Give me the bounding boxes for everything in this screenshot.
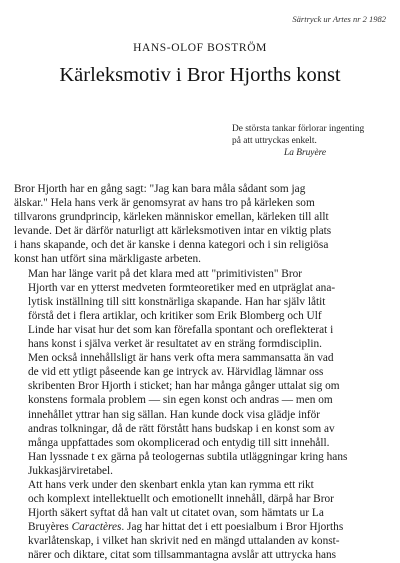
text-line: Linde har visat hur det som kan förefalla spontant och oreflekterat i [28, 323, 334, 336]
text-line: Bror Hjorth har en gång sagt: "Jag kan bara måla sådant som jag [14, 183, 306, 195]
paragraph-4 [14, 478, 390, 563]
text-line: de vid ett ytligt påseende kan ge intryck av. Härvidlag lämnar oss [28, 366, 324, 379]
offprint-note: Särtryck ur Artes nr 2 1982 [292, 14, 386, 24]
paragraph-2 [14, 267, 390, 352]
text-line: konstens formala problem — sin egen konst och andras — men om [28, 394, 333, 407]
text-line: Men också innehållsligt är hans verk ofta mera sammansatta än vad [28, 352, 334, 365]
article-body [14, 182, 390, 563]
text-line: förstå det i flera artiklar, och kritiker som Erik Blomberg och Ulf [28, 309, 322, 322]
text-line: tillvarons grundprincip, kärleken människor emellan, kärleken till allt [14, 211, 329, 224]
text-line: i hans skapande, och det är kanske i denna kategori och i sin religiösa [14, 239, 329, 252]
paragraph-1 [14, 182, 390, 267]
epigraph-source: La Bruyère [284, 148, 327, 159]
text-line: Hjorth var en ytterst medveten formteoretiker med en utpräglat ana- [28, 281, 336, 294]
text-line: levande. Det är därför naturligt att kärleksmotiven intar en viktig plats [14, 225, 332, 238]
book-title: Caractères [71, 521, 122, 534]
article-title: Kärleksmotiv i Bror Hjorths konst [59, 64, 341, 86]
epigraph-line: De största tankar förlorar ingenting [232, 124, 365, 134]
epigraph [232, 123, 392, 160]
text-line: Hjorth säkert syftat då han valt ut citatet ovan, som hämtats ur La [28, 507, 324, 520]
text-line: närer och diktare, citat som tillsammantagna avslår att uttrycka hans [28, 549, 337, 562]
text-line: Att hans verk under den skenbart enkla ytan kan rymma ett rikt [28, 478, 314, 491]
paragraph-3 [14, 351, 390, 478]
text-line: andras tolkningar, då de rätt förstått hans budskap i en konst som av [28, 422, 335, 435]
text-line: Bruyères Caractères. Jag har hittat det i ett poesialbum i Bror Hjorths [28, 521, 344, 534]
text-line: Jukkasjärviretabel. [28, 464, 114, 477]
text-line: Han lyssnade t ex gärna på teologernas subtila utläggningar kring hans [28, 450, 348, 463]
text-line: lytisk inställning till sitt konstnärliga skapande. Han har själv låtit [28, 295, 326, 308]
text-line: innehållet yttrar han sig sällan. Han kunde dock visa glädje inför [28, 408, 321, 421]
text-line: älskar." Hela hans verk är genomsyrat av hans tro på kärleken som [14, 197, 315, 210]
text-line: hans konst i själva verket är resultatet av en sträng formdisciplin. [28, 338, 322, 351]
text-line: och komplext intellektuellt och emotionellt innehåll, därpå har Bror [28, 493, 334, 506]
text-line: kvarlåtenskap, i vilket han skrivit ned en mängd uttalanden av konst- [28, 535, 340, 548]
text-line: skribenten Bror Hjorth i sticket; han har många gånger uttalat sig om [28, 380, 340, 393]
text-line: många uppfattades som okomplicerad och entydig till sitt innehåll. [28, 436, 330, 449]
author-name: HANS-OLOF BOSTRÖM [133, 42, 267, 54]
text-line: konst han utfört sina märkligaste arbeten. [14, 253, 201, 266]
epigraph-line: på att uttryckas enkelt. [232, 136, 317, 147]
text-line: Man har länge varit på det klara med att "primitivisten" Bror [28, 267, 302, 280]
